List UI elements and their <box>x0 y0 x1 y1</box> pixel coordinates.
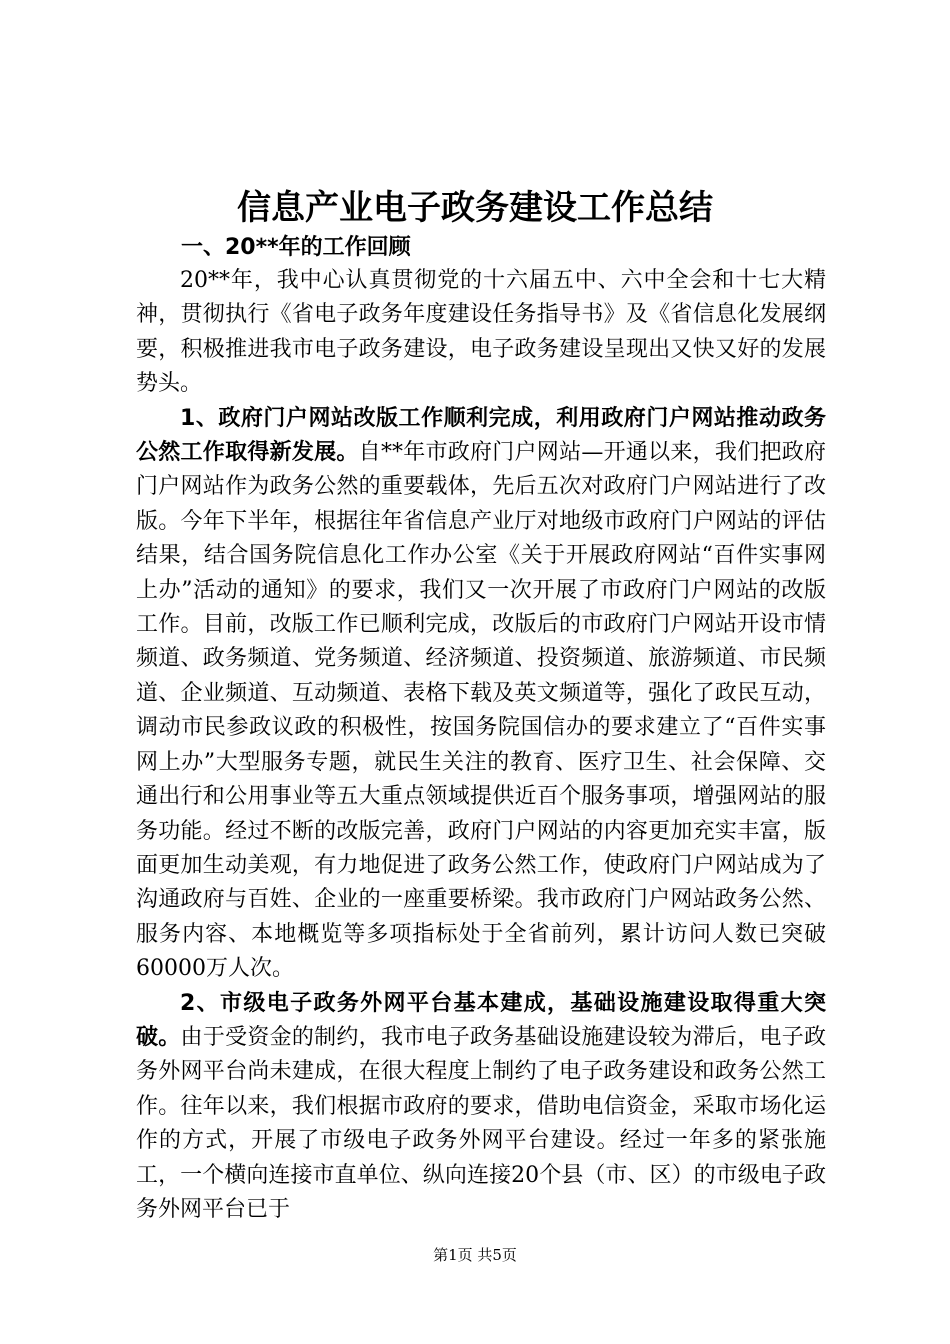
page-footer: 第1页 共5页 <box>433 1246 517 1264</box>
paragraph-text: 20**年，我中心认真贯彻党的十六届五中、六中全会和十七大精神，贯彻执行《省电子政务年度建设任务指导书》及《省信息化发展纲要，积极推进我市电子政务建设，电子政务建设呈现出又快又好的发展势头。 <box>136 268 826 397</box>
document-body <box>136 264 826 1227</box>
paragraph-portal-revamp <box>136 402 826 987</box>
document-title: 信息产业电子政务建设工作总结 <box>237 188 713 228</box>
paragraph-extranet-platform <box>136 987 826 1228</box>
section-heading: 一、20**年的工作回顾 <box>181 235 411 260</box>
paragraph-lead: 2、市级电子政务外网平台基本建成，基础设施建设取得重大突破。 <box>136 990 826 1050</box>
paragraph-text: 自**年市政府门户网站—开通以来，我们把政府门户网站作为政务公然的重要载体，先后五次对政府门户网站进行了改版。今年下半年，根据往年省信息产业厅对地级市政府门户网站的评估结果，结合国务院信息化工作办公室《关于开展政府网站“百件实事网上办”活动的通知》的要求，我们又一次开展了市政府门户网站的改版工作。目前，改版工作已顺利完成，改版后的市政府门户网站开设市情频道、政务频道、党务频道、经济频道、投资频道、旅游频道、市民频道、企业频道、互动频道、表格下载及英文频道等，强化了政民互动，调动市民参政议政的积极性，按国务院国信办的要求建立了“百件实事网上办”大型服务专题，就民生关注的教育、医疗卫生、社会保障、交通出行和公用事业等五大重点领域提供近百个服务事项，增强网站的服务功能。经过不断的改版完善，政府门户网站的内容更加充实丰富，版面更加生动美观，有力地促进了政务公然工作，使政府门户网站成为了沟通政府与百姓、企业的一座重要桥梁。我市政府门户网站政务公然、服务内容、本地概览等多项指标处于全省前列，累计访问人数已突破60000万人次。 <box>136 440 826 982</box>
paragraph-text: 由于受资金的制约，我市电子政务基础设施建设较为滞后，电子政务外网平台尚未建成，在很大程度上制约了电子政务建设和政务公然工作。往年以来，我们根据市政府的要求，借助电信资金，采取市场化运作的方式，开展了市级电子政务外网平台建设。经过一年多的紧张施工，一个横向连接市直单位、纵向连接20个县（市、区）的市级电子政务外网平台已于 <box>136 1024 826 1222</box>
paragraph-lead: 1、政府门户网站改版工作顺利完成，利用政府门户网站推动政务公然工作取得新发展。 <box>136 405 826 466</box>
paragraph-intro <box>136 264 826 402</box>
